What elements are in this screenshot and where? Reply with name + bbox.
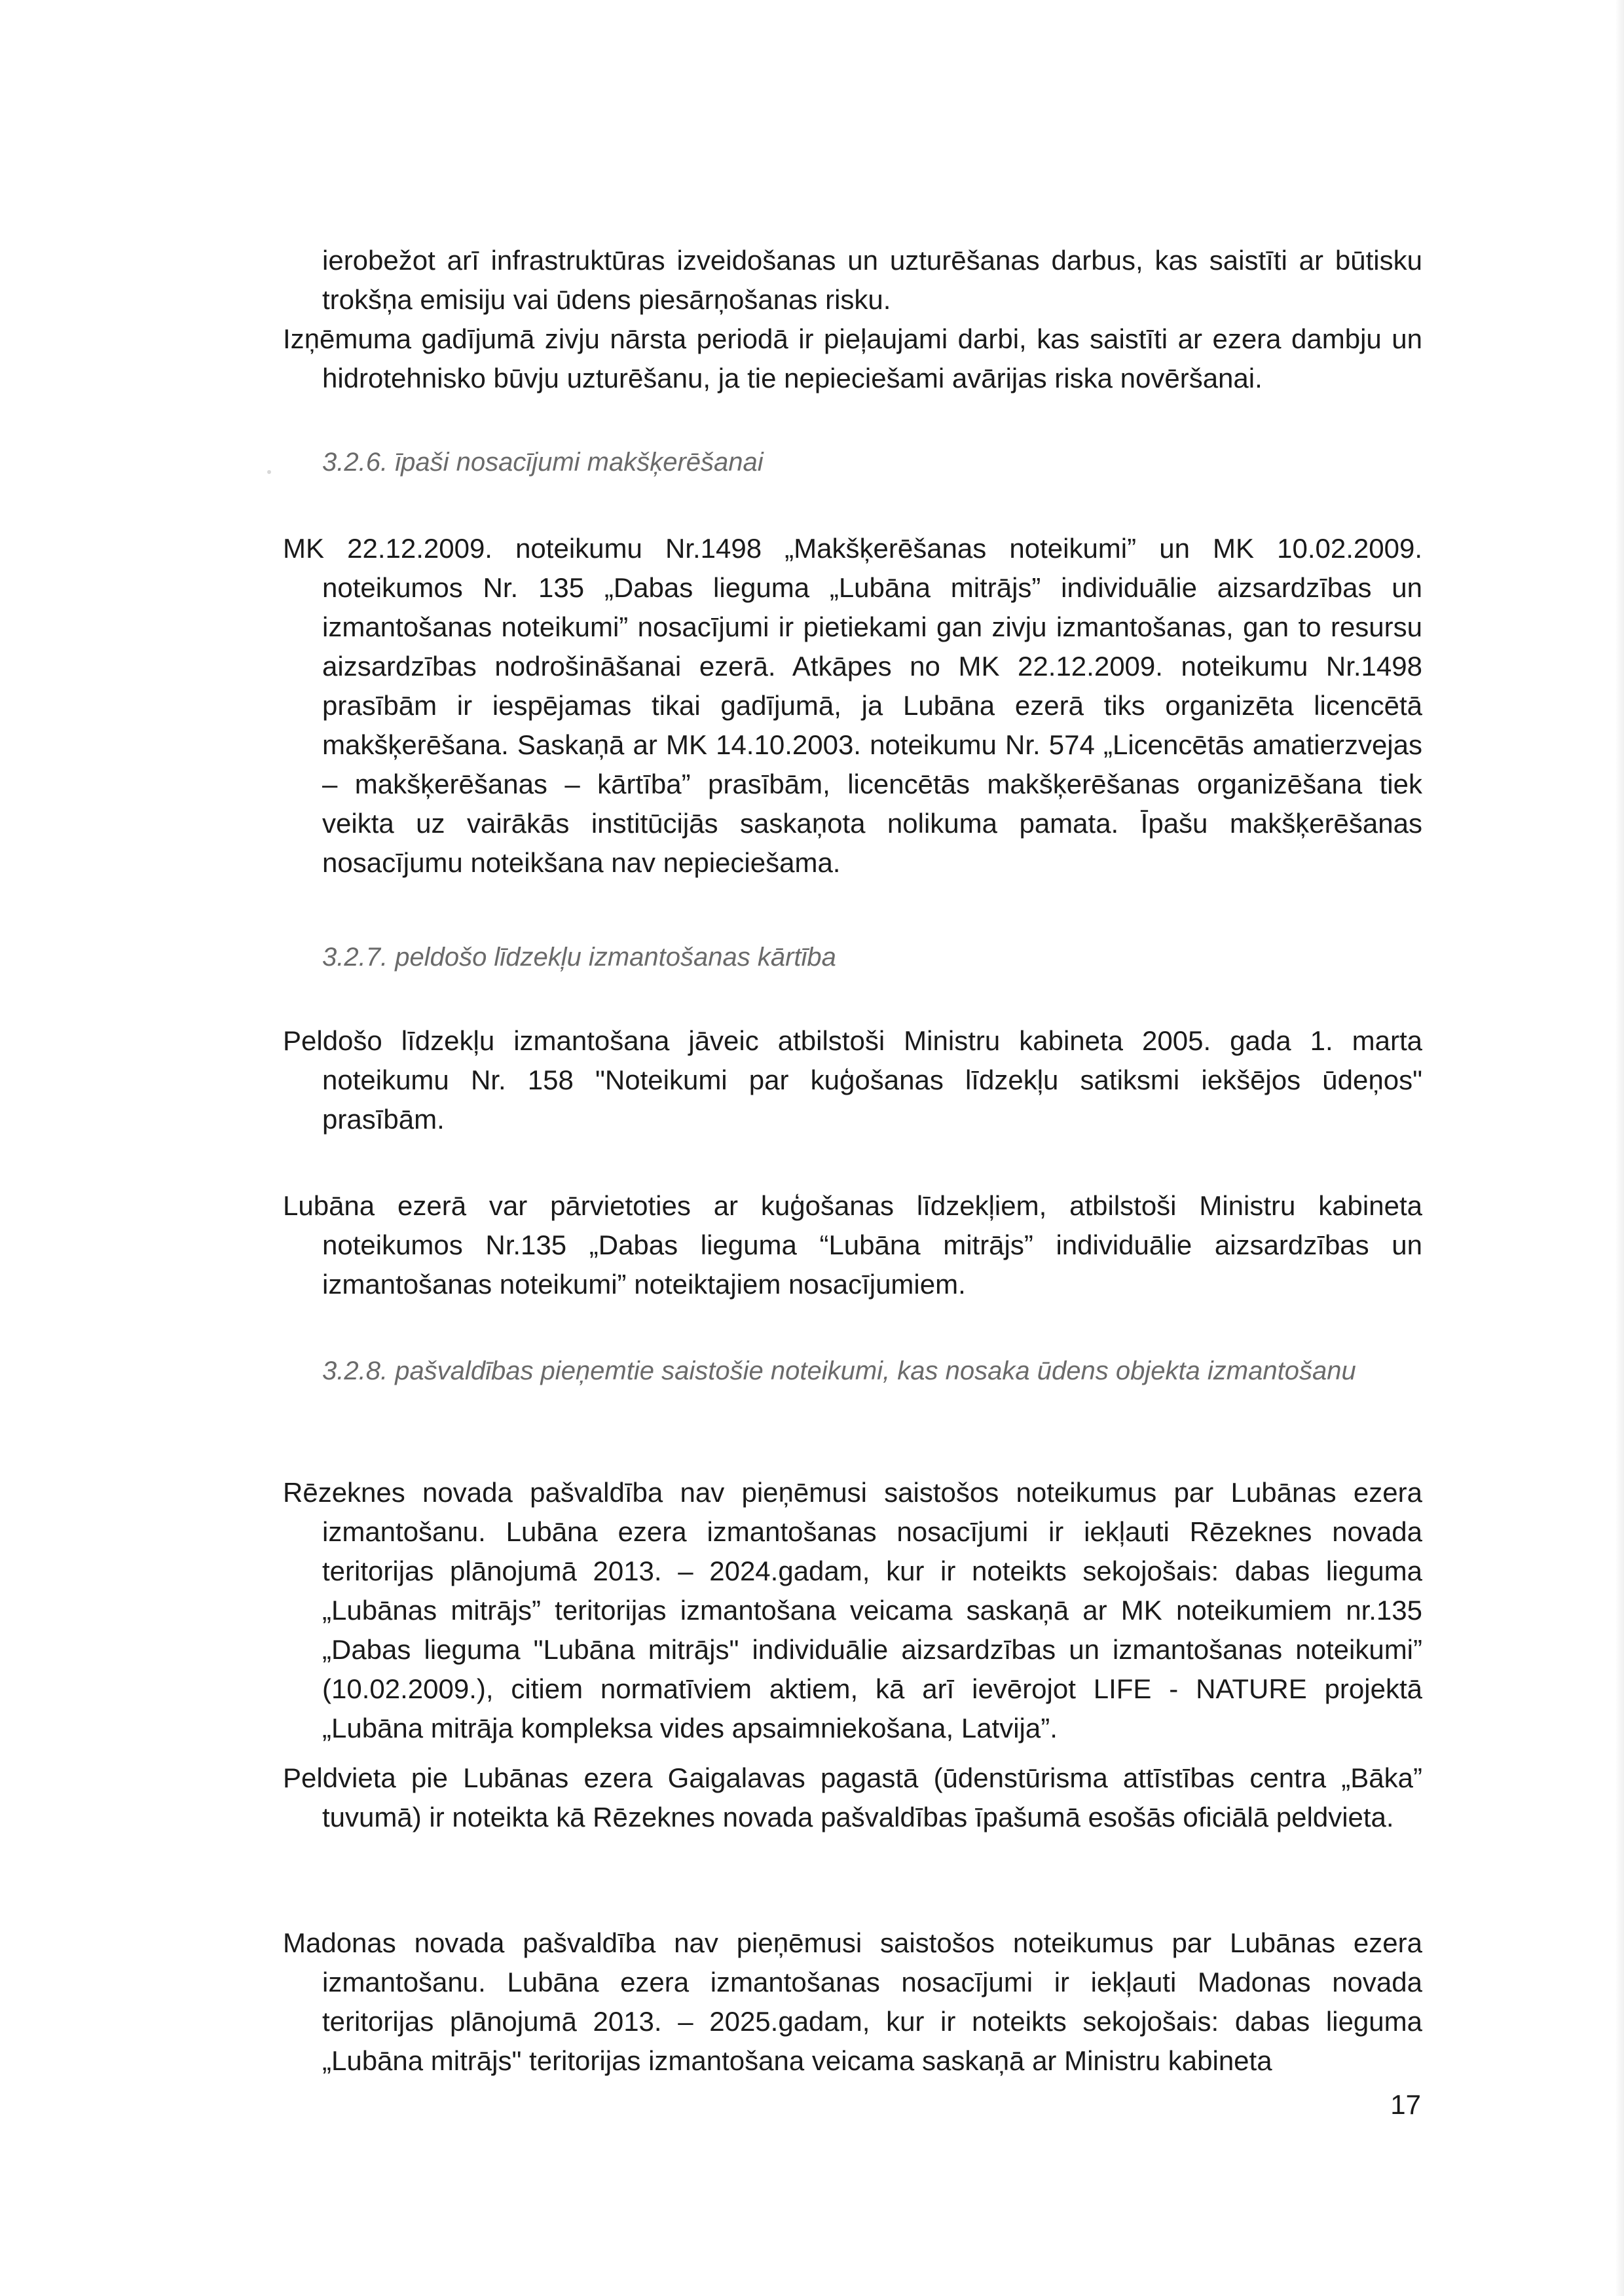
paragraph-continuation: ierobežot arī infrastruktūras izveidošanas un uzturēšanas darbus, kas saistīti ar būtisku trokšņa emisiju vai ūdens piesārņošanas risku. (322, 245, 1422, 315)
paragraph-rezekne-municipality: Rēzeknes novada pašvaldība nav pieņēmusi saistošos noteikumus par Lubānas ezera izmantošanu. Lubāna ezera izmantošanas nosacījumi ir iekļauti Rēzeknes novada teritorijas plānojumā 2013. – 2024.gadam, kur ir noteikts sekojošais: dabas lieguma „Lubānas mitrājs” teritorijas izmantošana veicama saskaņā ar MK noteikumiem nr.135 „Dabas lieguma "Lubāna mitrājs" individuālie aizsardzības un izmantošanas noteikumi” (10.02.2009.), citiem normatīviem aktiem, kā arī ievērojot LIFE - NATURE projektā „Lubāna mitrāja kompleksa vides apsaimniekošana, Latvija”. (283, 1477, 1422, 1743)
section-heading-3-2-8: 3.2.8. pašvaldības pieņemtie saistošie noteikumi, kas nosaka ūdens objekta izmantošanu (322, 1357, 1356, 1385)
paragraph-fishing-rules: MK 22.12.2009. noteikumu Nr.1498 „Makšķerēšanas noteikumi” un MK 10.02.2009. noteikumos Nr. 135 „Dabas lieguma „Lubāna mitrājs” individuālie aizsardzības un izmantošanas noteikumi” nosacījumi ir pietiekami gan zivju izmantošanas, gan to resursu aizsardzības nodrošināšanai ezerā. Atkāpes no MK 22.12.2009. noteikumu Nr.1498 prasībām ir iespējamas tikai gadījumā, ja Lubāna ezerā tiks organizēta licencētā makšķerēšana. Saskaņā ar MK 14.10.2003. noteikumu Nr. 574 „Licencētās amatierzvejas – makšķerēšanas – kārtība” prasībām, licencētās makšķerēšanas organizēšana tiek veikta uz vairākās institūcijās saskaņota nolikuma pamata. Īpašu makšķerēšanas nosacījumu noteikšana nav nepieciešama. (283, 533, 1422, 878)
paragraph-madona-municipality: Madonas novada pašvaldība nav pieņēmusi saistošos noteikumus par Lubānas ezera izmantošanu. Lubāna ezera izmantošanas nosacījumi ir iekļauti Madonas novada teritorijas plānojumā 2013. – 2025.gadam, kur ir noteikts sekojošais: dabas lieguma „Lubāna mitrājs" teritorijas izmantošana veicama saskaņā ar Ministru kabineta (283, 1927, 1422, 2076)
section-heading-3-2-6: 3.2.6. īpaši nosacījumi makšķerēšanai (322, 448, 764, 477)
paragraph-floating-means: Peldošo līdzekļu izmantošana jāveic atbilstoši Ministru kabineta 2005. gada 1. marta noteikumu Nr. 158 "Noteikumi par kuģošanas līdzekļu satiksmi iekšējos ūdeņos" prasībām. (283, 1025, 1422, 1135)
page-number: 17 (1390, 2089, 1421, 2120)
page-edge-shadow (1615, 0, 1624, 2296)
paragraph-navigation: Lubāna ezerā var pārvietoties ar kuģošanas līdzekļiem, atbilstoši Ministru kabineta noteikumos Nr.135 „Dabas lieguma “Lubāna mitrājs” individuālie aizsardzības un izmantošanas noteikumi” noteiktajiem nosacījumiem. (283, 1190, 1422, 1300)
scan-artifact-dot (267, 470, 271, 474)
section-heading-3-2-7: 3.2.7. peldošo līdzekļu izmantošanas kārtība (322, 943, 836, 972)
paragraph-spawning-exception: Izņēmuma gadījumā zivju nārsta periodā ir pieļaujami darbi, kas saistīti ar ezera dambju un hidrotehnisko būvju uzturēšanu, ja tie nepieciešami avārijas riska novēršanai. (283, 323, 1422, 393)
paragraph-bathing-place: Peldvieta pie Lubānas ezera Gaigalavas pagastā (ūdenstūrisma attīstības centra „Bāka” tuvumā) ir noteikta kā Rēzeknes novada pašvaldības īpašumā esošās oficiālā peldvieta. (283, 1762, 1422, 1832)
